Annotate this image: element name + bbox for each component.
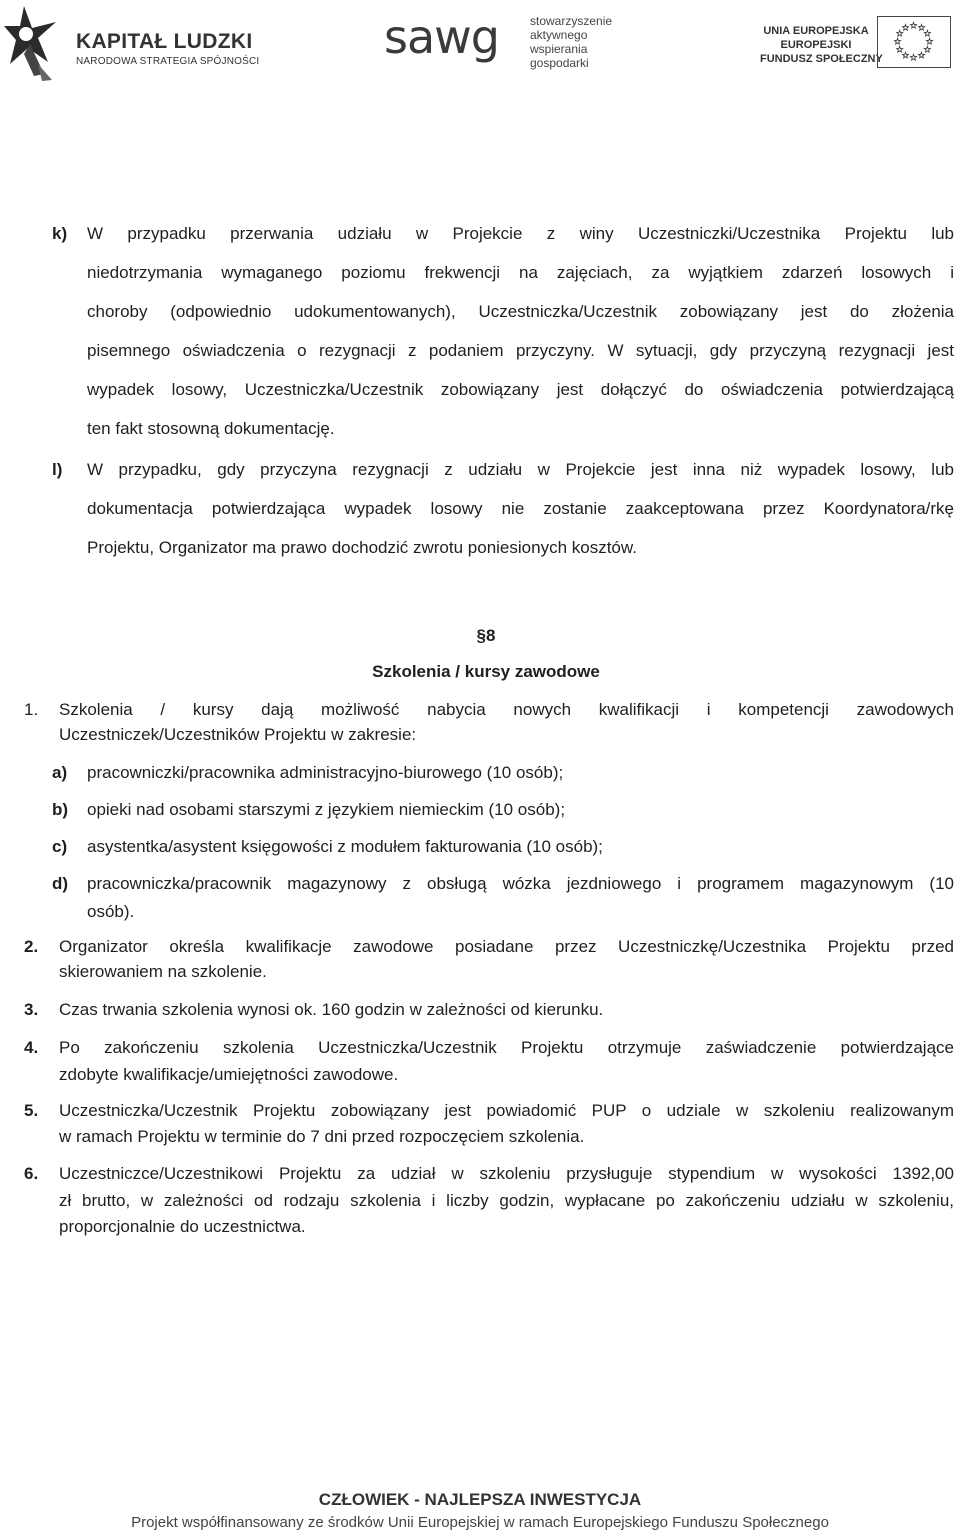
section-number: §8 xyxy=(476,626,496,645)
eu-caption-line: FUNDUSZ SPOŁECZNY xyxy=(760,53,883,65)
item-4-line: Po zakończeniu szkolenia Uczestniczka/Uczestnik Projektu otrzymuje zaświadczenie potwierdzające xyxy=(59,1038,954,1057)
sawg-caption-line: stowarzyszenie xyxy=(530,14,613,28)
item-6-label: 6. xyxy=(24,1164,39,1183)
kapital-ludzki-subtitle: NARODOWA STRATEGIA SPÓJNOŚCI xyxy=(76,56,260,67)
item-6-line: zł brutto, w zależności od rodzaju szkolenia i liczby godzin, wypłacane po zakończeniu udziału w szkoleniu, xyxy=(59,1191,954,1210)
sawg-wordmark: sawg xyxy=(384,10,499,64)
item-1-line: Szkolenia / kursy dają możliwość nabycia nowych kwalifikacji i kompetencji zawodowych xyxy=(59,700,954,719)
eu-star-icon xyxy=(924,30,930,36)
item-2-line: Organizator określa kwalifikacje zawodowe posiadane przez Uczestniczkę/Uczestnika Projektu przed xyxy=(59,937,954,956)
section-k-line: wypadek losowy, Uczestniczka/Uczestnik zobowiązany jest dołączyć do oświadczenia potwierdzającą xyxy=(87,380,954,399)
eu-logo xyxy=(760,14,956,74)
header-logos xyxy=(0,0,960,90)
item-5-line: Uczestniczka/Uczestnik Projektu zobowiązany jest powiadomić PUP o udziale w szkoleniu realizowanym xyxy=(59,1101,954,1120)
item-1d-label: d) xyxy=(52,874,69,893)
eu-caption-line: UNIA EUROPEJSKA xyxy=(763,25,869,37)
sawg-caption-line: gospodarki xyxy=(530,56,589,70)
item-1d-line: pracowniczka/pracownik magazynowy z obsługą wózka jezdniowego i programem magazynowym (10 xyxy=(87,874,954,893)
eu-star-icon xyxy=(910,22,916,28)
eu-star-icon xyxy=(910,54,916,60)
item-5-line: w ramach Projektu w terminie do 7 dni przed rozpoczęciem szkolenia. xyxy=(59,1127,585,1146)
eu-star-icon xyxy=(924,46,930,52)
item-2-label: 2. xyxy=(24,937,39,956)
eu-star-icon xyxy=(897,46,903,52)
item-1a-label: a) xyxy=(52,763,68,782)
eu-star-icon xyxy=(918,24,924,30)
item-6-line: proporcjonalnie do uczestnictwa. xyxy=(59,1217,306,1236)
section-k-line: ten fakt stosowną dokumentację. xyxy=(87,419,335,438)
kapital-ludzki-logo xyxy=(4,4,260,82)
eu-caption-line: EUROPEJSKI xyxy=(780,39,852,51)
item-1a-line: pracowniczki/pracownika administracyjno-biurowego (10 osób); xyxy=(87,763,564,782)
item-3-label: 3. xyxy=(24,1000,39,1019)
item-1c-line: asystentka/asystent księgowości z modułem fakturowania (10 osób); xyxy=(87,837,603,856)
item-4-line: zdobyte kwalifikacje/umiejętności zawodowe. xyxy=(59,1065,399,1084)
section-k-label: k) xyxy=(52,224,68,243)
eu-star-icon xyxy=(926,38,932,44)
eu-flag-icon xyxy=(877,16,951,68)
item-3-line: Czas trwania szkolenia wynosi ok. 160 godzin w zależności od kierunku. xyxy=(59,1000,604,1019)
sawg-caption-line: wspierania xyxy=(530,42,588,56)
section-l-line: Projektu, Organizator ma prawo dochodzić zwrotu poniesionych kosztów. xyxy=(87,538,637,557)
eu-caption xyxy=(760,24,883,66)
eu-star-icon xyxy=(918,52,924,58)
sawg-caption-line: aktywnego xyxy=(530,28,588,42)
item-4-label: 4. xyxy=(24,1038,39,1057)
item-2-line: skierowaniem na szkolenie. xyxy=(59,962,267,981)
eu-star-icon xyxy=(902,24,908,30)
sawg-caption xyxy=(530,14,612,70)
footer-cofinanced: Projekt współfinansowany ze środków Unii Europejskiej w ramach Europejskiego Funduszu Społecznego xyxy=(131,1514,829,1531)
sawg-logo xyxy=(384,8,624,78)
item-1b-label: b) xyxy=(52,800,69,819)
section-k-line: choroby (odpowiednio udokumentowanych), Uczestniczka/Uczestnik zobowiązany jest do złożenia xyxy=(87,302,954,321)
footer-slogan: CZŁOWIEK - NAJLEPSZA INWESTYCJA xyxy=(318,1490,642,1509)
item-1d-line: osób). xyxy=(87,902,135,921)
eu-star-icon xyxy=(897,30,903,36)
kapital-ludzki-title: KAPITAŁ LUDZKI xyxy=(76,30,253,53)
item-1b-line: opieki nad osobami starszymi z językiem niemieckim (10 osób); xyxy=(87,800,566,819)
section-l-label: l) xyxy=(52,460,63,479)
item-1-label: 1. xyxy=(24,700,39,719)
kapital-ludzki-star-icon xyxy=(4,4,70,82)
item-1c-label: c) xyxy=(52,837,68,856)
item-5-label: 5. xyxy=(24,1101,39,1120)
eu-star-icon xyxy=(902,52,908,58)
section-k-line: W przypadku przerwania udziału w Projekcie z winy Uczestniczki/Uczestnika Projektu lub xyxy=(87,224,954,243)
section-k-line: pisemnego oświadczenia o rezygnacji z podaniem przyczyny. W sytuacji, gdy przyczyną rezygnacji jest xyxy=(87,341,954,360)
item-6-line: Uczestniczce/Uczestnikowi Projektu za udział w szkoleniu przysługuje stypendium w wysokości 1392,00 xyxy=(59,1164,954,1183)
section-l-line: W przypadku, gdy przyczyna rezygnacji z udziału w Projekcie jest inna niż wypadek losowy, lub xyxy=(87,460,954,479)
section-k-line: niedotrzymania wymaganego poziomu frekwencji na zajęciach, za wyjątkiem zdarzeń losowych i xyxy=(87,263,954,282)
section-l-line: dokumentacja potwierdzająca wypadek losowy nie zostanie zaakceptowana przez Koordynatora/rkę xyxy=(87,499,954,518)
eu-star-icon xyxy=(894,38,900,44)
item-1-line: Uczestniczek/Uczestników Projektu w zakresie: xyxy=(59,725,417,744)
section-title: Szkolenia / kursy zawodowe xyxy=(372,662,600,681)
